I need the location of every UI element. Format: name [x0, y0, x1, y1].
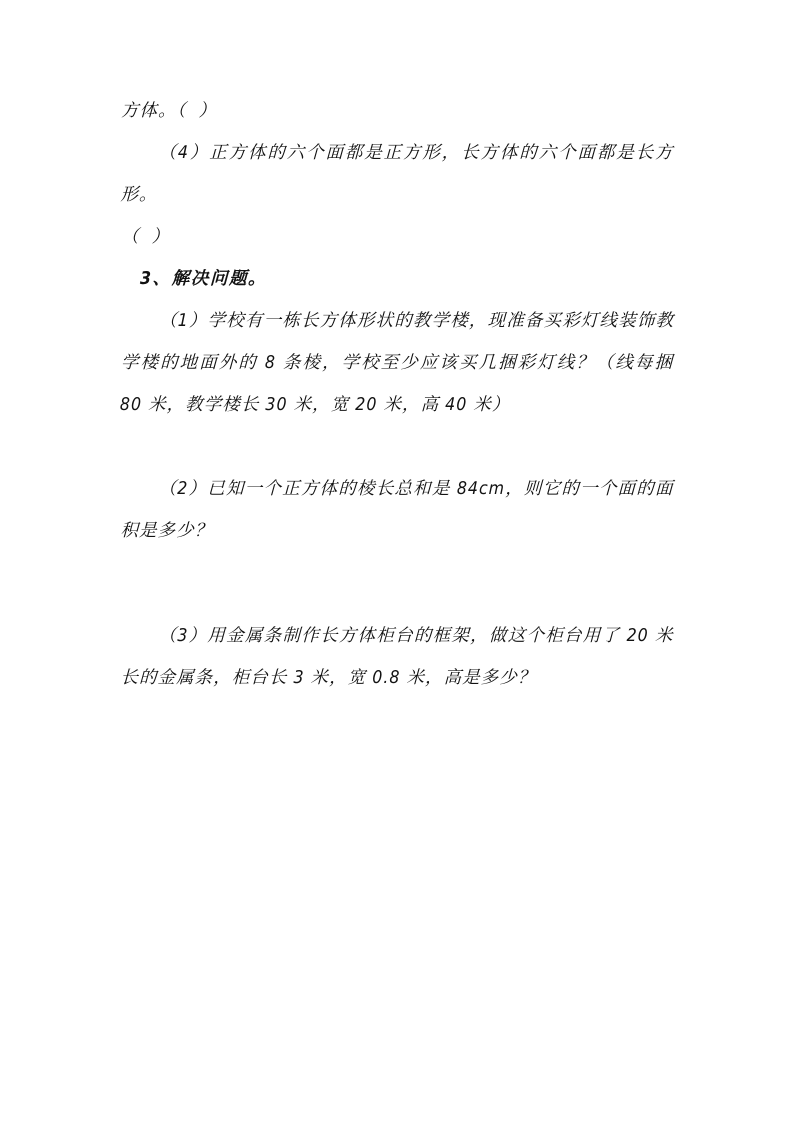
- answer-space-1: [121, 426, 673, 468]
- section-3-heading: 3、解决问题。: [139, 269, 268, 289]
- judgement-item-4: （4）正方体的六个面都是正方形，长方体的六个面都是长方形。: [120, 143, 674, 205]
- problem-1: （1）学校有一栋长方体形状的教学楼，现准备买彩灯线装饰教学楼的地面外的 8 条棱，学校至少应该买几捆彩灯线？（线每捆 80 米，教学楼长 30 米，宽 20 米，高 40 米）: [119, 311, 675, 415]
- answer-space-2b: [121, 594, 673, 615]
- problem-2: （2）已知一个正方体的棱长总和是 84cm，则它的一个面的面积是多少？: [120, 479, 674, 541]
- judgement-item-4-answer-box: （ ）: [120, 227, 171, 247]
- answer-space-2: [121, 552, 673, 594]
- document-text-body: [121, 90, 673, 699]
- judgement-carryover-line: 方体。（ ）: [120, 101, 218, 121]
- problem-3: （3）用金属条制作长方体柜台的框架，做这个柜台用了 20 米长的金属条，柜台长 3 米，宽 0.8 米，高是多少？: [120, 626, 674, 688]
